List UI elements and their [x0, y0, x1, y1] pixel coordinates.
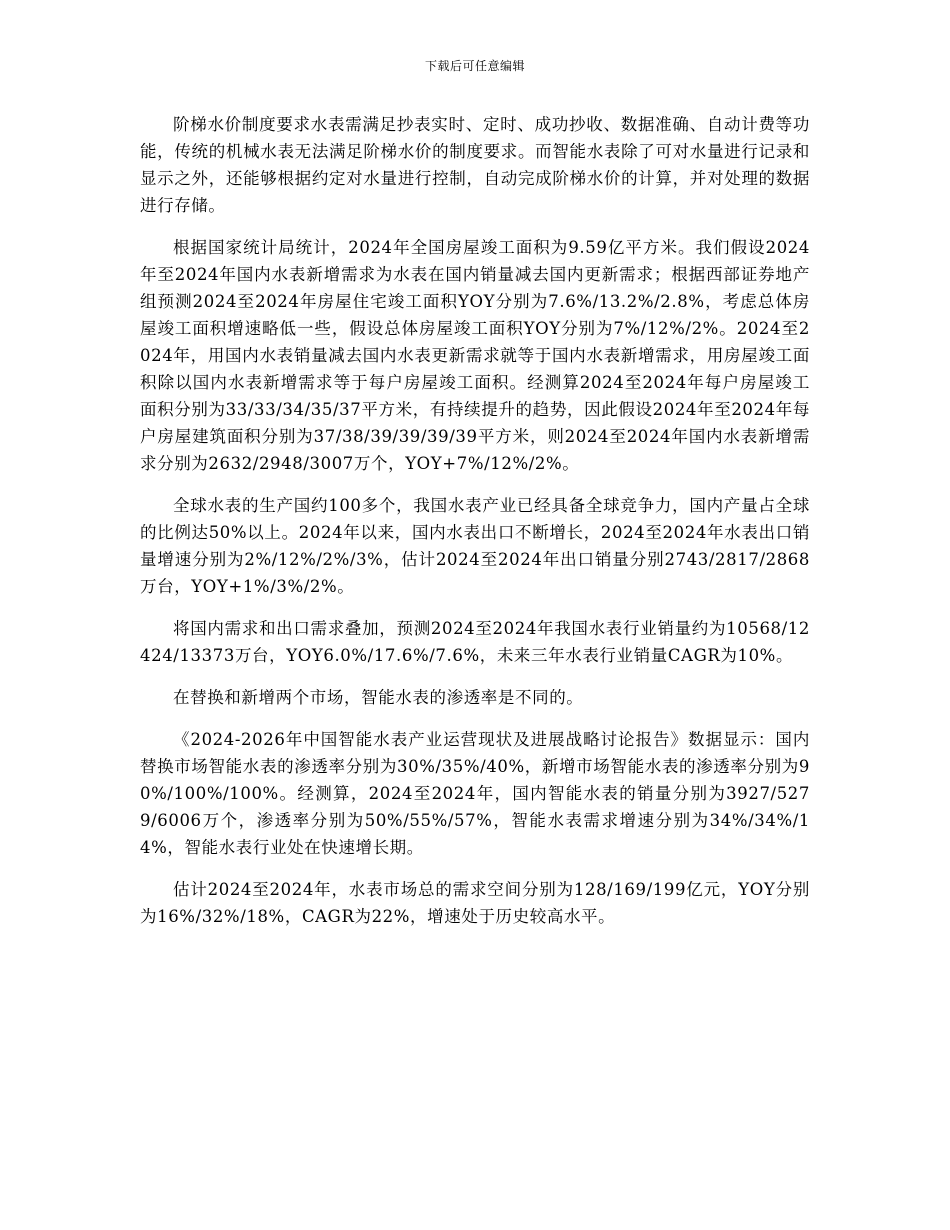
paragraph-industry-sales-forecast: 将国内需求和出口需求叠加，预测2024至2024年我国水表行业销量约为10568/12424/13373万台，YOY6.0%/17.6%/7.6%，未来三年水表行业销量CAGR为10%。: [140, 619, 810, 665]
paragraph-export-demand: 全球水表的生产国约100多个，我国水表产业已经具备全球竞争力，国内产量占全球的比例达50%以上。2024年以来，国内水表出口不断增长，2024至2024年水表出口销量增速分别为2%/12%/2%/3%，估计2024至2024年出口销量分别2743/2817/2868万台，YOY+1%/3%/2%。: [140, 496, 810, 596]
paragraph-penetration-intro: 在替换和新增两个市场，智能水表的渗透率是不同的。: [173, 688, 584, 707]
header-note: 下载后可任意编辑: [424, 59, 525, 73]
paragraph-smart-meter-report: 《2024-2026年中国智能水表产业运营现状及进展战略讨论报告》数据显示：国内替换市场智能水表的渗透率分别为30%/35%/40%，新增市场智能水表的渗透率分别为90%/100%/100%。经测算，2024至2024年，国内智能水表的销量分别为3927/5279/6006万个，渗透率分别为50%/55%/57%，智能水表需求增速分别为34%/34%/14%，智能水表行业处在快速增长期。: [140, 730, 810, 857]
document-body: [140, 111, 810, 945]
paragraph-market-size: 估计2024至2024年，水表市场总的需求空间分别为128/169/199亿元，YOY分别为16%/32%/18%，CAGR为22%，增速处于历史较高水平。: [140, 880, 810, 926]
paragraph-tiered-pricing: 阶梯水价制度要求水表需满足抄表实时、定时、成功抄收、数据准确、自动计费等功能，传统的机械水表无法满足阶梯水价的制度要求。而智能水表除了可对水量进行记录和显示之外，还能够根据约定对水量进行控制，自动完成阶梯水价的计算，并对处理的数据进行存储。: [140, 115, 810, 215]
paragraph-domestic-new-demand: 根据国家统计局统计，2024年全国房屋竣工面积为9.59亿平方米。我们假设2024年至2024年国内水表新增需求为水表在国内销量减去国内更新需求；根据西部证券地产组预测2024至2024年房屋住宅竣工面积YOY分别为7.6%/13.2%/2.8%，考虑总体房屋竣工面积增速略低一些，假设总体房屋竣工面积YOY分别为7%/12%/2%。2024至2024年，用国内水表销量减去国内水表更新需求就等于国内水表新增需求，用房屋竣工面积除以国内水表新增需求等于每户房屋竣工面积。经测算2024至2024年每户房屋竣工面积分别为33/33/34/35/37平方米，有持续提升的趋势，因此假设2024年至2024年每户房屋建筑面积分别为37/38/39/39/39/39平方米，则2024至2024年国内水表新增需求分别为2632/2948/3007万个，YOY+7%/12%/2%。: [140, 238, 810, 473]
